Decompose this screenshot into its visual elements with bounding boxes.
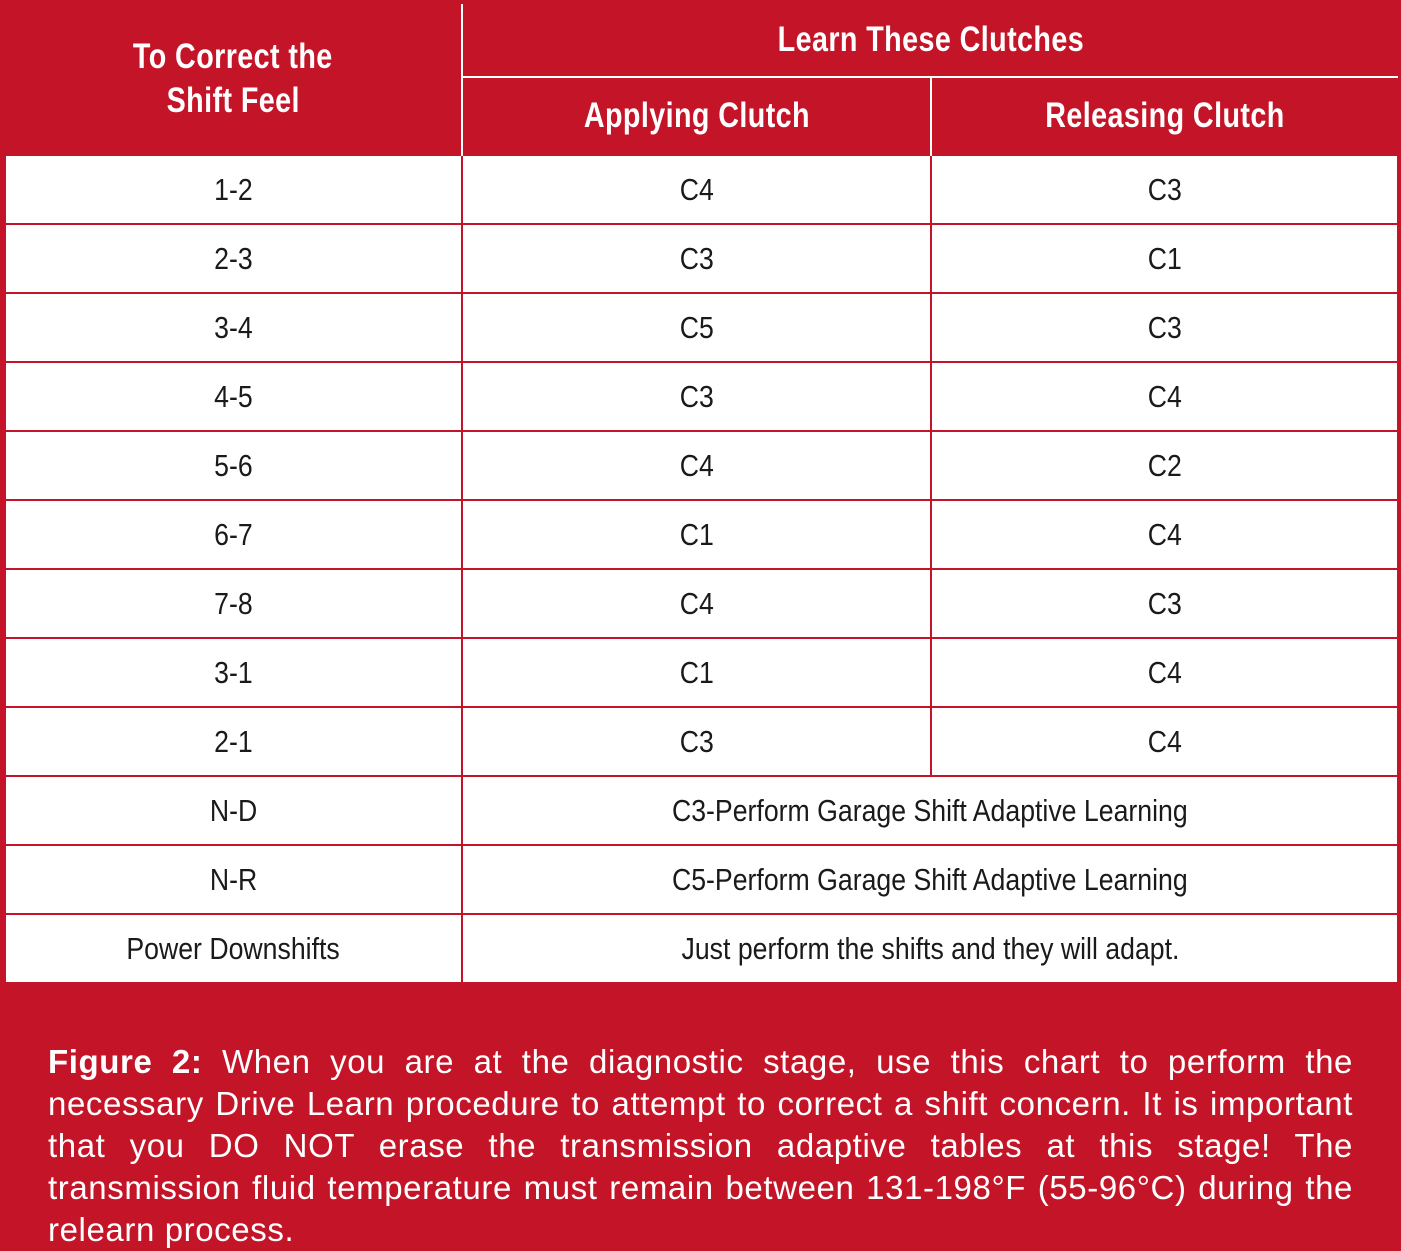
shift-cell: 2-3 <box>5 224 462 293</box>
applying-cell: C1 <box>462 638 931 707</box>
header-shift-feel-line1: To Correct the <box>133 37 333 76</box>
table-row <box>5 500 1398 569</box>
header-shift-feel-line2: Shift Feel <box>166 81 300 120</box>
releasing-cell: C2 <box>931 431 1398 500</box>
applying-cell: C4 <box>462 155 931 224</box>
shift-cell: 5-6 <box>5 431 462 500</box>
table-row-span <box>5 776 1398 845</box>
shift-cell: 4-5 <box>5 362 462 431</box>
shift-cell: 3-1 <box>5 638 462 707</box>
applying-cell: C3 <box>462 707 931 776</box>
span-cell: Just perform the shifts and they will adapt. <box>462 914 1398 983</box>
releasing-cell: C4 <box>931 500 1398 569</box>
releasing-cell: C4 <box>931 707 1398 776</box>
shift-cell: 1-2 <box>5 155 462 224</box>
table-row <box>5 431 1398 500</box>
applying-cell: C3 <box>462 224 931 293</box>
releasing-cell: C1 <box>931 224 1398 293</box>
table-row <box>5 155 1398 224</box>
releasing-cell: C4 <box>931 362 1398 431</box>
figure-caption-text: When you are at the diagnostic stage, use this chart to perform the necessary Drive Learn procedure to attempt to correct a shift concern. It is important that you DO NOT erase the transmission adaptive tables at this stage! The transmission fluid temperature must remain between 131-198°F (55-96°C) during the relearn process. <box>48 1043 1353 1248</box>
header-applying-clutch: Applying Clutch <box>462 77 931 155</box>
releasing-cell: C3 <box>931 569 1398 638</box>
shift-cell: N-D <box>5 776 462 845</box>
applying-cell: C4 <box>462 569 931 638</box>
applying-cell: C5 <box>462 293 931 362</box>
table-header <box>5 4 1398 155</box>
header-shift-feel <box>5 4 462 155</box>
table-row <box>5 638 1398 707</box>
shift-cell: 7-8 <box>5 569 462 638</box>
table-row <box>5 707 1398 776</box>
releasing-cell: C3 <box>931 155 1398 224</box>
header-learn-clutches: Learn These Clutches <box>462 4 1398 77</box>
figure-caption <box>48 1041 1353 1251</box>
shift-cell: 2-1 <box>5 707 462 776</box>
releasing-cell: C3 <box>931 293 1398 362</box>
shift-cell: 3-4 <box>5 293 462 362</box>
table-row-span <box>5 845 1398 914</box>
applying-cell: C4 <box>462 431 931 500</box>
releasing-cell: C4 <box>931 638 1398 707</box>
table-row <box>5 224 1398 293</box>
table-row <box>5 362 1398 431</box>
table-body <box>5 155 1398 983</box>
table-row <box>5 293 1398 362</box>
shift-cell: Power Downshifts <box>5 914 462 983</box>
applying-cell: C3 <box>462 362 931 431</box>
span-cell: C5-Perform Garage Shift Adaptive Learning <box>462 845 1398 914</box>
applying-cell: C1 <box>462 500 931 569</box>
header-releasing-clutch: Releasing Clutch <box>931 77 1398 155</box>
table-row-span <box>5 914 1398 983</box>
clutch-learn-table <box>4 4 1399 984</box>
table-row <box>5 569 1398 638</box>
shift-cell: N-R <box>5 845 462 914</box>
shift-cell: 6-7 <box>5 500 462 569</box>
figure-caption-label: Figure 2: <box>48 1043 203 1080</box>
span-cell: C3-Perform Garage Shift Adaptive Learning <box>462 776 1398 845</box>
